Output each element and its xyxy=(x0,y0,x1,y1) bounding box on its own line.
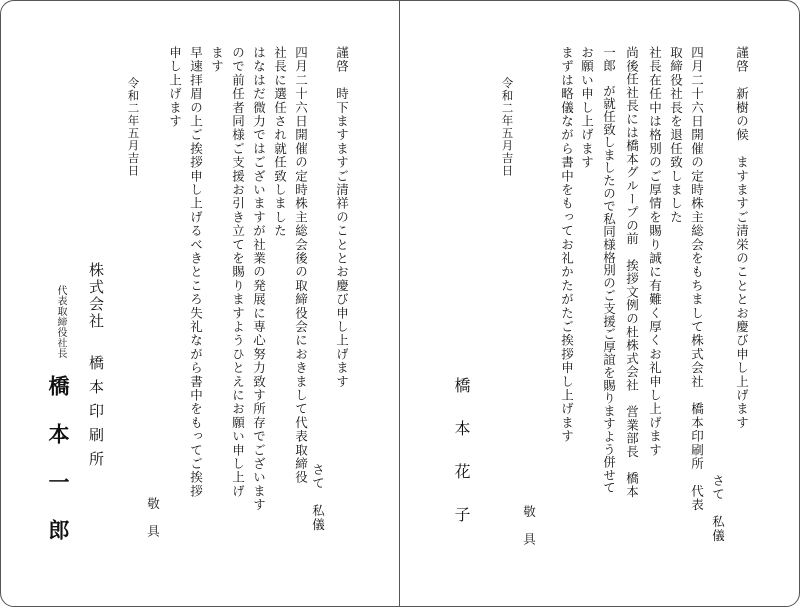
left-line-8: 早速拝眉の上ご挨拶申し上げるべきところ失礼ながら書中をもってご挨拶 xyxy=(188,46,204,499)
right-line-5: 社長在任中は格別のご厚情を賜り誠に有難く厚くお礼申し上げます xyxy=(647,46,663,457)
left-company-prefix: 株式会社 xyxy=(87,262,105,330)
left-closing: 敬 具 xyxy=(145,497,161,539)
left-date: 令和二年五月吉日 xyxy=(126,77,141,177)
right-line-8: お願い申し上げます xyxy=(579,46,595,170)
right-line-1: 謹啓 新樹の候 ますますご清栄のこととお慶び申し上げます xyxy=(734,46,750,430)
left-line-6: ので前任者同様ご支援お引き立てを賜りますようひとえにお願い申し上げ xyxy=(230,46,246,499)
left-line-2: さて 私儀 xyxy=(310,463,326,532)
left-company-name: 橋本印刷所 xyxy=(87,355,105,475)
left-line-5: はなはだ微力ではございますが社業の発展に専心努力致す所存でございます xyxy=(251,46,267,512)
right-line-9: まずは略儀ながら書中をもってお礼かたがたご挨拶申し上げます xyxy=(559,46,575,444)
left-line-4: 社長に選任され就任致しました xyxy=(272,46,288,238)
right-line-3: 四月二十六日開催の定時株主総会をもちまして株式会社 橋本印刷所 代表 xyxy=(689,46,705,512)
right-signer-name: 橋本花子 xyxy=(452,377,471,549)
right-closing: 敬 具 xyxy=(521,505,537,547)
right-line-7: 一郎 が就任致しましたので私同様格別のご支援ご厚誼を賜りますよう併せて xyxy=(601,46,617,494)
right-line-6: 尚後任社長には橋本グループの前 挨拶文例の杜株式会社 営業部長 橋本 xyxy=(624,46,640,499)
left-line-7: ます xyxy=(209,46,225,74)
left-signer-name: 橋本一郎 xyxy=(46,375,71,567)
right-line-2: さて 私儀 xyxy=(710,474,726,543)
left-line-3: 四月二十六日開催の定時株主総会後の取締役会におきまして代表取締役 xyxy=(293,46,309,485)
left-signer-title: 代表取締役社長 xyxy=(55,285,66,359)
left-line-9: 申し上げます xyxy=(167,46,183,129)
right-line-4: 取締役社長を退任致しました xyxy=(668,46,684,225)
fold-line xyxy=(399,0,400,607)
left-line-1: 謹啓 時下ますますご清祥のこととお慶び申し上げます xyxy=(334,46,350,389)
right-date: 令和二年五月吉日 xyxy=(500,77,515,177)
